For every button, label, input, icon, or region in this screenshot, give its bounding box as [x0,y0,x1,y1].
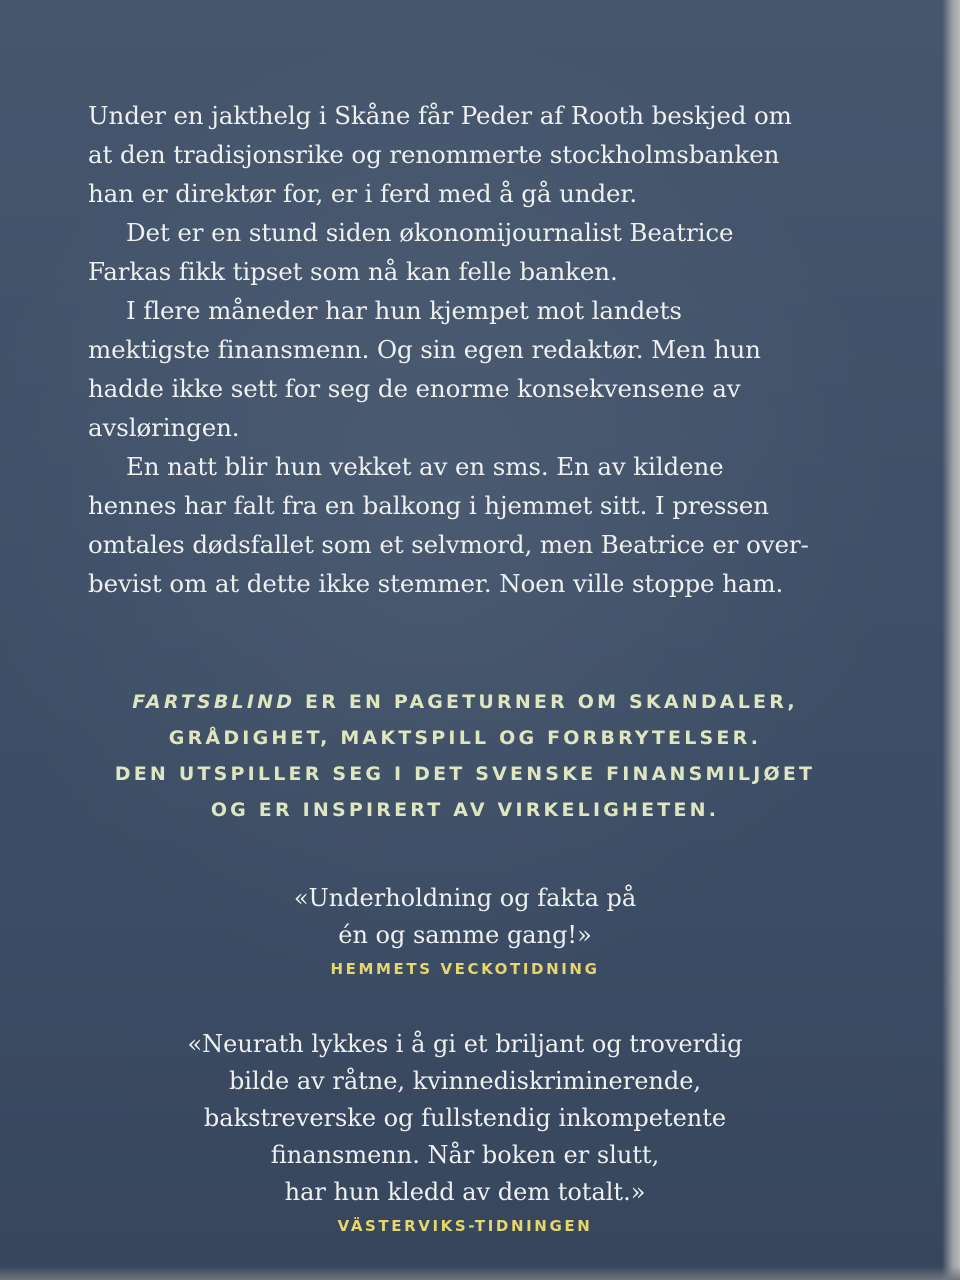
tagline-line: OG ER INSPIRERT AV VIRKELIGHETEN. [210,799,720,821]
quote-source: VÄSTERVIKS-TIDNINGEN [337,1217,593,1235]
blurb-line: Farkas fikk tipset som nå kan felle banken. [88,257,618,286]
blurb-line: En natt blir hun vekket av en sms. En av kildene [126,452,724,481]
quote-text [0,1026,930,1211]
quote-line: bilde av råtne, kvinnediskriminerende, [228,1067,702,1095]
blurb-paragraph-3 [88,291,848,447]
quote-line: «Underholdning og fakta på [293,884,637,912]
blurb-line: Under en jakthelg i Skåne får Peder af Rooth beskjed om [88,101,792,130]
blurb-line: Det er en stund siden økonomijournalist Beatrice [126,218,734,247]
blurb-line: hennes har falt fra en balkong i hjemmet sitt. I pressen [88,491,769,520]
quote-text [0,880,930,954]
blurb-paragraph-4 [88,447,848,603]
review-quote-2 [0,1026,930,1239]
blurb-line: at den tradisjonsrike og renommerte stockholmsbanken [88,140,780,169]
quote-line: bakstreverske og fullstendig inkompetente [203,1104,727,1132]
blurb-line: mektigste finansmenn. Og sin egen redaktør. Men hun [88,335,761,364]
blurb-line: avsløringen. [88,413,240,442]
quote-line: «Neurath lykkes i å gi et briljant og troverdig [187,1030,743,1058]
tagline [0,684,930,828]
blurb-paragraph-1 [88,96,848,213]
quote-line: én og samme gang!» [338,921,592,949]
quote-source: HEMMETS VECKOTIDNING [330,960,600,978]
blurb-paragraph-2 [88,213,848,291]
blurb-line: han er direktør for, er i ferd med å gå under. [88,179,638,208]
tagline-line: GRÅDIGHET, MAKTSPILL OG FORBRYTELSER. [168,727,762,749]
cover-edge [0,1266,960,1280]
blurb-text [88,96,848,603]
blurb-line: hadde ikke sett for seg de enorme konsekvensene av [88,374,741,403]
tagline-line: DEN UTSPILLER SEG I DET SVENSKE FINANSMILJØET [114,763,816,785]
review-quote-1 [0,880,930,982]
quote-line: finansmenn. Når boken er slutt, [270,1141,660,1169]
tagline-line [0,684,930,720]
blurb-line: bevist om at dette ikke stemmer. Noen ville stoppe ham. [88,569,784,598]
cover-edge [942,0,960,1280]
tagline-line-1-rest: ER EN PAGETURNER OM SKANDALER, [295,691,798,713]
blurb-line: omtales dødsfallet som et selvmord, men Beatrice er over- [88,530,809,559]
book-title: FARTSBLIND [132,691,296,713]
quote-line: har hun kledd av dem totalt.» [284,1178,646,1206]
blurb-line: I flere måneder har hun kjempet mot landets [126,296,682,325]
